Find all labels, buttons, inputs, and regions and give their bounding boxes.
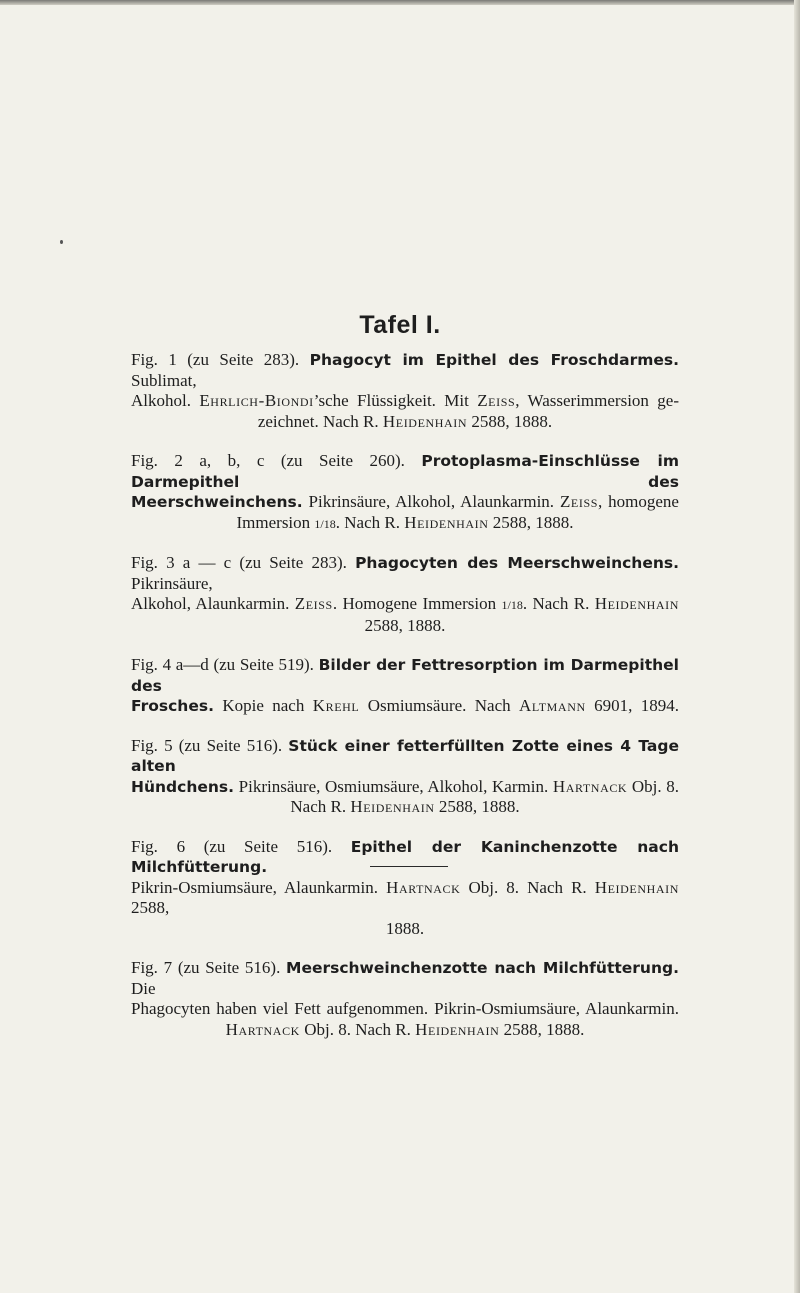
author-name: Heidenhain — [594, 594, 679, 613]
caption-line — [131, 878, 679, 919]
caption-text: Sublimat, — [131, 370, 197, 390]
caption-text: 2588, 1888. — [467, 411, 553, 431]
caption-text: Obj. 8. Nach R. — [299, 1019, 416, 1039]
figure-caption — [131, 350, 679, 432]
caption-heading: Frosches. — [131, 697, 214, 715]
caption-line — [131, 958, 679, 999]
author-name: Krehl — [312, 696, 360, 715]
caption-text: zeichnet. Nach R. — [257, 411, 383, 431]
caption-heading: Phagocyt im Epithel des Froschdarmes. — [309, 351, 679, 369]
caption-text: Fig. 6 (zu Seite 516). — [131, 836, 351, 856]
caption-line — [131, 919, 679, 940]
caption-line — [131, 777, 679, 798]
caption-line — [131, 553, 679, 594]
author-name: Heidenhain — [350, 797, 435, 816]
author-name: Zeiss — [294, 594, 333, 613]
caption-text: Fig. 2 a, b, c (zu Seite 260). — [131, 451, 422, 470]
caption-text: Pikrinsäure, Osmiumsäure, Alkohol, Karmin. — [234, 776, 553, 796]
caption-text: Phagocyten haben viel Fett aufgenommen. Pikrin-Osmiumsäure, Alaunkarmin. — [131, 999, 679, 1018]
author-name: Hartnack — [552, 776, 628, 796]
author-name: Altmann — [519, 696, 586, 715]
caption-text: . Nach R. — [522, 594, 595, 613]
caption-text: . Homogene Immersion — [332, 594, 502, 613]
figure-caption — [131, 451, 679, 534]
caption-text: 2588, — [131, 898, 170, 917]
figure-caption — [131, 553, 679, 636]
caption-text: ’sche Flüssigkeit. Mit — [313, 391, 478, 410]
caption-line — [131, 451, 679, 492]
figure-caption — [131, 655, 679, 717]
caption-heading: Protoplasma-Einschlüsse im Darmepithel des — [131, 452, 679, 491]
caption-line — [131, 513, 679, 535]
page-right-edge — [794, 0, 800, 1293]
author-name: Heidenhain — [594, 877, 679, 897]
caption-line — [131, 696, 679, 717]
caption-text: Osmiumsäure. Nach — [359, 696, 520, 715]
caption-line — [131, 391, 679, 412]
caption-text: , homogene — [598, 492, 679, 511]
caption-line — [131, 616, 679, 637]
author-name: Heidenhain — [382, 411, 468, 431]
caption-text: Alkohol, Alaunkarmin. — [131, 594, 295, 613]
author-name: Zeiss — [477, 391, 516, 410]
figure-captions — [131, 350, 679, 1059]
figure-caption — [131, 736, 679, 818]
caption-heading: Epithel der Kaninchenzotte nach Milchfütterung. — [131, 837, 679, 876]
caption-text: Alkohol. — [131, 391, 200, 410]
caption-text: 1888. — [385, 918, 425, 938]
caption-text: 6901, 1894. — [585, 696, 679, 715]
closing-rule — [370, 866, 448, 867]
fraction: 1/18 — [314, 516, 336, 531]
caption-line — [131, 999, 679, 1020]
caption-text: Obj. 8. — [627, 776, 679, 796]
caption-line — [131, 594, 679, 616]
caption-heading: Meerschweinchens. — [131, 493, 303, 511]
caption-text: 2588, 1888. — [499, 1019, 585, 1039]
caption-text: Die — [131, 978, 156, 998]
caption-heading: Stück einer fetterfüllten Zotte eines 4 Tage alten — [131, 736, 679, 775]
author-name: Heidenhain — [404, 512, 489, 532]
caption-text: 2588, 1888. — [434, 797, 520, 816]
caption-text: . Nach R. — [335, 512, 405, 532]
caption-text: Fig. 7 (zu Seite 516). — [131, 958, 287, 977]
caption-line — [131, 1020, 679, 1041]
caption-text: Nach R. — [290, 797, 351, 816]
caption-line — [131, 655, 679, 696]
caption-heading: Meerschweinchenzotte nach Milchfütterung. — [286, 959, 679, 977]
author-name: Hartnack — [225, 1019, 300, 1039]
caption-text: Immersion — [236, 512, 315, 532]
fraction: 1/18 — [501, 598, 523, 612]
caption-heading: Phagocyten des Meerschweinchens. — [355, 554, 679, 572]
author-name: Hartnack — [386, 877, 461, 897]
caption-line — [131, 492, 679, 513]
author-name: Heidenhain — [415, 1019, 500, 1039]
caption-line — [131, 837, 679, 878]
figure-caption — [131, 837, 679, 940]
author-name: Ehrlich-Biondi — [199, 391, 314, 410]
caption-line — [131, 412, 679, 433]
caption-text: Fig. 5 (zu Seite 516). — [131, 735, 289, 755]
caption-text: 2588, 1888. — [364, 615, 446, 635]
page-top-edge — [0, 0, 800, 5]
caption-text: Fig. 1 (zu Seite 283). — [131, 350, 310, 369]
figure-caption — [131, 958, 679, 1040]
author-name: Zeiss — [559, 492, 599, 511]
caption-heading: Hündchens. — [131, 777, 235, 796]
caption-text: Fig. 3 a — c (zu Seite 283). — [131, 553, 356, 572]
plate-title: Tafel I. — [359, 311, 441, 339]
caption-heading: Bilder der Fettresorption im Darmepithel des — [131, 656, 679, 695]
caption-text: Pikrin-Osmiumsäure, Alaunkarmin. — [131, 877, 387, 897]
caption-line — [131, 736, 679, 777]
caption-text: 2588, 1888. — [488, 512, 574, 532]
caption-line — [131, 797, 679, 818]
caption-text: Kopie nach — [213, 696, 313, 715]
caption-line — [131, 350, 679, 391]
caption-text: , Wasserimmersion ge- — [515, 391, 679, 410]
caption-text: Obj. 8. Nach R. — [460, 877, 595, 897]
ink-speck — [60, 240, 63, 244]
caption-text: Pikrinsäure, — [131, 573, 213, 593]
caption-text: Pikrinsäure, Alkohol, Alaunkarmin. — [302, 492, 560, 511]
caption-text: Fig. 4 a—d (zu Seite 519). — [131, 655, 319, 674]
